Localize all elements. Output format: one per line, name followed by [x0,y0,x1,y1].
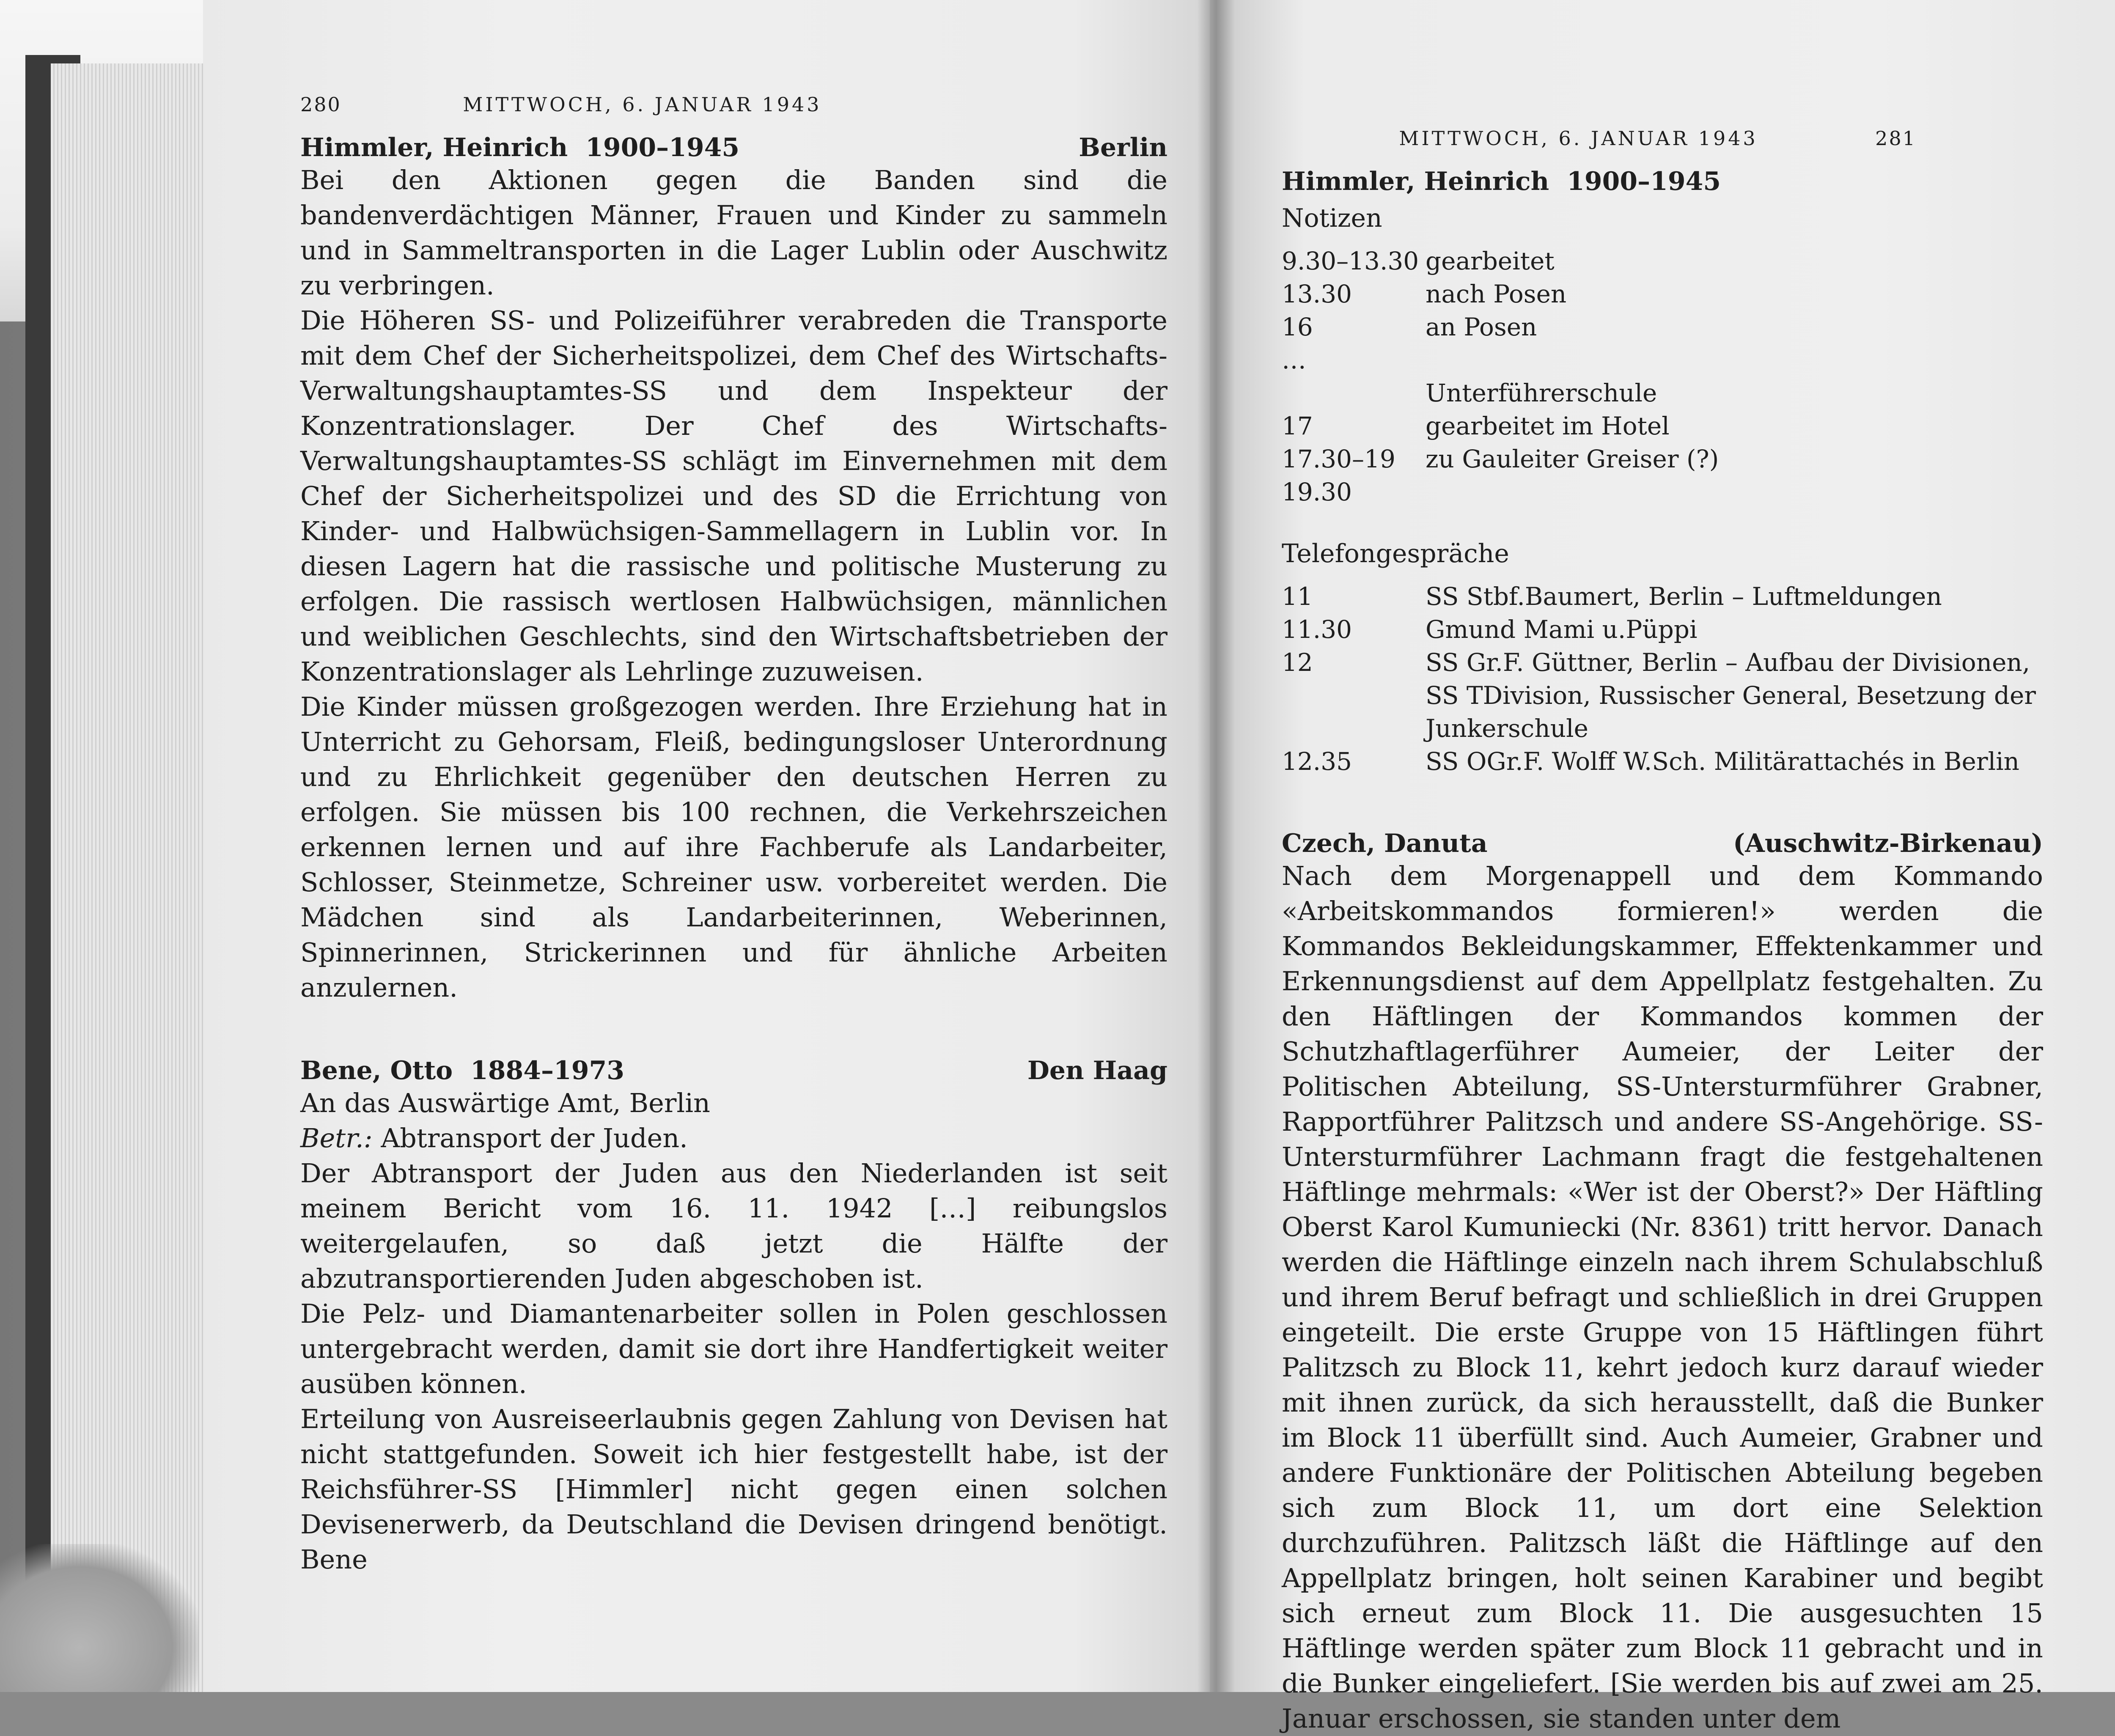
notes-schedule [1282,244,2043,508]
schedule-row: 16 an Posen [1282,313,1537,341]
entry-years: 1900–1945 [585,133,740,162]
entry-place: Den Haag [1027,1056,1167,1085]
entry-body-czech [1282,858,2043,1736]
call-row: 12.35 SS OGr.F. Wolff W.Sch. Militärattachés in Berlin [1282,747,2020,776]
entry-body-bene [300,1085,1167,1577]
entry-author: Bene, Otto [300,1056,453,1085]
call-row: 11.30 Gmund Mami u.Püppi [1282,615,1697,644]
schedule-row: Unterführerschule [1426,379,1657,407]
page-number: 281 [1875,127,1916,150]
schedule-row: 19.30 [1282,478,1352,506]
schedule-row: 13.30 nach Posen [1282,280,1567,308]
entry-years: 1900–1945 [1567,167,1721,196]
calls-label: Telefongespräche [1282,539,1509,569]
running-head-left [300,93,943,116]
subject-text: Abtransport der Juden. [381,1123,688,1154]
schedule-row: 17.30–19 zu Gauleiter Greiser (?) [1282,445,1719,473]
entry-heading-himmler-notes [1282,167,2043,196]
schedule-row: 17 gearbeitet im Hotel [1282,412,1670,440]
book-gutter-shadow [1197,0,1235,1692]
paragraph: Die Pelz- und Diamantenarbeiter sollen in Polen geschlossen untergebracht werden, damit sie dort ihre Handfertigkeit weiter ausüben können. [300,1298,1167,1399]
paragraph: Bei den Aktionen gegen die Banden sind die bandenverdächtigen Männer, Frauen und Kinder zu sammeln und in Sammeltransporten in die Lager Lublin oder Auschwitz zu verbringen. [300,165,1167,301]
calls-schedule [1282,580,2043,778]
thumb [0,1544,199,1692]
entry-author: Czech, Danuta [1282,829,1488,858]
page-edges-left [51,63,212,1692]
running-head-right [1282,127,1916,150]
letter-address: An das Auswärtige Amt, Berlin [300,1088,710,1118]
right-page [1210,0,2115,1734]
entry-years: 1884–1973 [470,1056,624,1085]
notes-label: Notizen [1282,203,1382,233]
entry-body-himmler [300,162,1167,1005]
entry-heading-czech [1282,829,2043,858]
page-number: 280 [300,93,341,116]
paragraph: Der Abtransport der Juden aus den Niederlanden ist seit meinem Bericht vom 16. 11. 1942 […] reibungslos weitergelaufen, so daß jetzt die Hälfte der abzutransportierenden Juden abgeschoben ist. [300,1158,1167,1294]
left-page [203,0,1227,1692]
schedule-row: … [1282,346,1306,374]
paragraph: Nach dem Morgenappell und dem Kommando «Arbeitskommandos formieren!» werden die Kommandos Bekleidungskammer, Effektenkammer und Erkennungsdienst auf dem Appellplatz festgehalten. Zu den Häftlingen der Kommandos kommen der Schutzhaftlagerführer Aumeier, der Leiter der Politischen Abteilung, SS-Untersturmführer Grabner, Rapportführer Palitzsch und andere SS-Angehörige. SS-Untersturmführer Lachmann fragt die festgehaltenen Häftlinge mehrmals: «Wer ist der Oberst?» Der Häftling Oberst Karol Kumuniecki (Nr. 8361) tritt hervor. Danach werden die Häftlinge einzeln nach ihrem Schulabschluß und ihrem Beruf befragt und schließlich in drei Gruppen eingeteilt. Die erste Gruppe von 15 Häftlingen führt Palitzsch zu Block 11, kehrt jedoch kurz darauf wieder mit ihnen zurück, da sich herausstellt, daß die Bunker im Block 11 überfüllt sind. Auch Aumeier, Grabner und andere Funktionäre der Politischen Abteilung begeben sich zum Block 11, um dort eine Selektion durchzuführen. Palitzsch läßt die Häftlinge auf den Appellplatz bringen, holt seinen Karabiner und begibt sich erneut zum Block 11. Die ausgesuchten 15 Häftlinge werden später zum Block 11 gebracht und in die Bunker eingeliefert. [Sie werden bis auf zwei am 25. Januar erschossen, sie standen unter dem [1282,860,2043,1734]
entry-author: Himmler, Heinrich [300,133,568,162]
subject-label: Betr.: [300,1123,373,1154]
entry-place: (Auschwitz-Birkenau) [1733,829,2043,858]
call-row: 12 SS Gr.F. Güttner, Berlin – Aufbau der Divisionen, SS TDivision, Russischer General, Besetzung der Junkerschule [1282,648,2036,743]
entry-place: Berlin [1079,133,1167,162]
paragraph: Die Höheren SS- und Polizeiführer verabreden die Transporte mit dem Chef der Sicherheitspolizei, dem Chef des Wirtschafts-Verwaltungshauptamtes-SS und dem Inspekteur der Konzentrationslager. Der Chef des Wirtschafts-Verwaltungshauptamtes-SS schlägt im Einvernehmen mit dem Chef der Sicherheitspolizei und des SD die Errichtung von Kinder- und Halbwüchsigen-Sammellagern in Lublin vor. In diesen Lagern hat die rassische und politische Musterung zu erfolgen. Die rassisch wertlosen Halbwüchsigen, männlichen und weiblichen Geschlechts, sind den Wirtschaftsbetrieben der Konzentrationslager als Lehrlinge zuzuweisen. [300,305,1167,687]
running-title: MITTWOCH, 6. JANUAR 1943 [463,93,822,116]
entry-author: Himmler, Heinrich [1282,167,1549,196]
call-row: 11 SS Stbf.Baumert, Berlin – Luftmeldungen [1282,582,1942,611]
running-title: MITTWOCH, 6. JANUAR 1943 [1399,127,1758,150]
entry-heading-himmler [300,133,1167,162]
paragraph: Erteilung von Ausreiseerlaubnis gegen Zahlung von Devisen hat nicht stattgefunden. Soweit ich hier festgestellt habe, ist der Reichsführer-SS [Himmler] nicht gegen einen solchen Devisenerwerb, da Deutschland die Devisen dringend benötigt. Bene [300,1404,1167,1575]
letter-subject [300,1121,1167,1156]
paragraph: Die Kinder müssen großgezogen werden. Ihre Erziehung hat in Unterricht zu Gehorsam, Fleiß, bedingungsloser Unterordnung und zu Ehrlichkeit gegenüber den deutschen Herren zu erfolgen. Sie müssen bis 100 rechnen, die Verkehrszeichen erkennen lernen und auf ihre Fachberufe als Landarbeiter, Schlosser, Steinmetze, Schreiner usw. vorbereitet werden. Die Mädchen sind als Landarbeiterinnen, Weberinnen, Spinnerinnen, Strickerinnen und für ähnliche Arbeiten anzulernen. [300,691,1167,1003]
entry-heading-bene [300,1056,1167,1085]
schedule-row: 9.30–13.30 gearbeitet [1282,247,1555,275]
